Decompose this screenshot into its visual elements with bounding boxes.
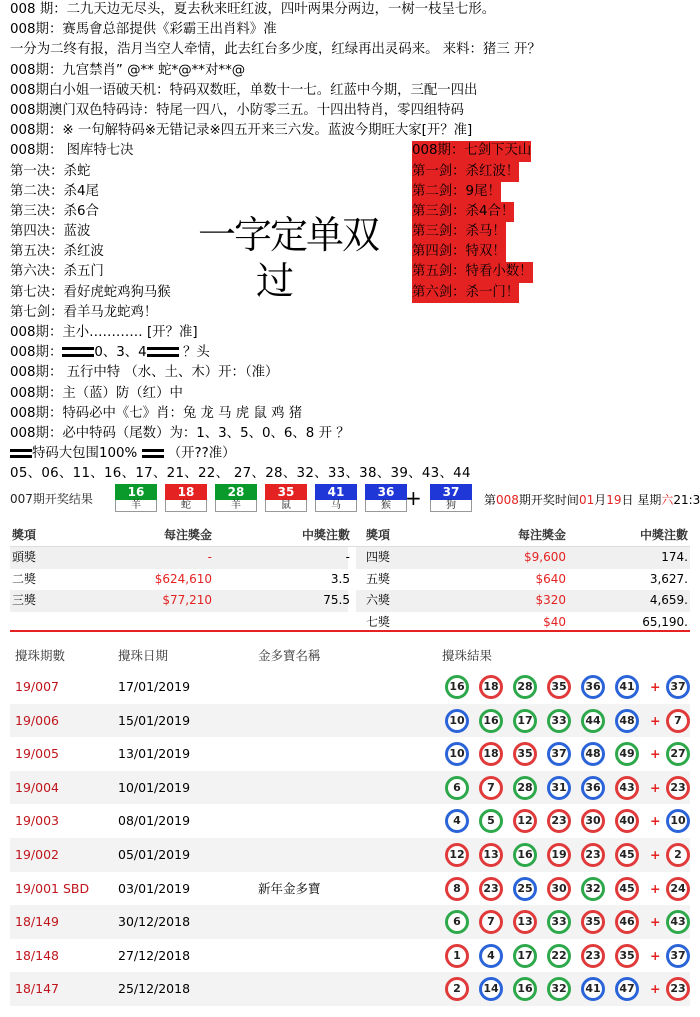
result-ball: 32	[581, 877, 605, 901]
result-ball: 14	[479, 977, 503, 1001]
result-ball: 36	[581, 776, 605, 800]
special-result-ball: 37	[666, 944, 690, 968]
special-result-ball: 37	[666, 675, 690, 699]
row-issue[interactable]: 18/148	[15, 947, 59, 963]
row-issue[interactable]: 19/004	[15, 779, 59, 795]
result-ball: 23	[547, 809, 571, 833]
ball-number: 16	[127, 485, 145, 499]
right-item: 第三剑：杀4合！	[412, 202, 514, 222]
ball-number: 36	[377, 485, 395, 499]
prize-count: 3.5	[330, 571, 350, 586]
result-ball: 49	[615, 742, 639, 766]
right-item: 第二剑：9尾！	[412, 182, 501, 202]
result-ball: 32	[547, 977, 571, 1001]
head-mid: 0、3、4	[94, 345, 147, 361]
left-title: 008期： 图库特七决	[10, 143, 134, 159]
col-item: 獎項	[366, 528, 391, 542]
plus-sign: +	[650, 813, 661, 829]
col-name: 金多寶名稱	[258, 648, 321, 663]
result-ball: 7	[479, 910, 503, 934]
head-prefix: 008期：	[10, 345, 63, 361]
bag-tip	[0, 444, 690, 464]
result-ball: 35	[547, 675, 571, 699]
prize-amount: $9,600	[524, 550, 566, 564]
result-ball: 18	[479, 742, 503, 766]
ball-number: 28	[227, 485, 245, 499]
special-result-ball: 2	[666, 843, 690, 867]
prize-right	[356, 547, 690, 569]
result-ball: 37	[547, 742, 571, 766]
divider	[10, 630, 690, 632]
prize-count: 75.5	[323, 593, 350, 607]
left-item: 第四决：蓝波	[10, 224, 91, 240]
prize-row	[10, 547, 690, 569]
result-ball: 12	[513, 809, 537, 833]
result-ball: 28	[513, 776, 537, 800]
result-ball: 18	[479, 675, 503, 699]
info-text: 期开奖时间	[518, 493, 579, 507]
plus-sign: +	[650, 981, 661, 997]
col-count: 中獎注數	[301, 528, 350, 542]
left-item: 第三决：杀6合	[10, 203, 99, 219]
row-issue[interactable]: 19/007	[15, 679, 59, 694]
ball-zodiac: 羊	[215, 500, 257, 512]
plus-sign: +	[650, 746, 661, 762]
result-ball: 30	[581, 809, 605, 833]
history-row[interactable]	[10, 737, 690, 771]
prize-amount: $640	[535, 571, 566, 586]
result-ball: 4	[479, 944, 503, 968]
result-ball: 16	[479, 709, 503, 733]
result-ball: 40	[615, 809, 639, 833]
prize-left	[10, 547, 348, 569]
result-ball: 47	[615, 977, 639, 1001]
history-row[interactable]	[10, 804, 690, 838]
prize-name: 頭獎	[12, 550, 37, 564]
result-ball: 41	[615, 675, 639, 699]
row-issue[interactable]: 18/147	[15, 981, 59, 997]
prize-count: 3,627.	[649, 571, 688, 586]
history-row[interactable]	[10, 670, 690, 704]
special-result-ball: 10	[666, 809, 690, 833]
draw-ball	[215, 484, 257, 512]
result-ball: 45	[615, 877, 639, 901]
result-ball: 16	[513, 843, 537, 867]
tip-line: 008期：九宫禁肖” @** 蛇*@**对**@	[10, 62, 246, 78]
result-ball: 25	[513, 877, 537, 901]
double-bar-icon	[10, 449, 32, 458]
row-issue[interactable]: 19/005	[15, 746, 59, 762]
row-date: 10/01/2019	[118, 779, 191, 795]
result-ball: 1	[445, 944, 469, 968]
result-ball: 28	[513, 675, 537, 699]
row-date: 30/12/2018	[118, 914, 191, 930]
info-time: 21:3	[673, 493, 700, 507]
right-item: 第五剑：特看小数！	[412, 262, 533, 282]
result-ball: 6	[445, 776, 469, 800]
prize-amount: $77,210	[162, 593, 212, 607]
result-ball: 23	[581, 843, 605, 867]
draw-ball	[165, 484, 207, 512]
bag-suffix: （开??准）	[163, 446, 236, 462]
row-issue[interactable]: 19/003	[15, 813, 59, 829]
col-amount: 每注獎金	[163, 528, 212, 542]
history-row[interactable]	[10, 972, 690, 1006]
result-ball: 33	[547, 910, 571, 934]
history-row[interactable]	[10, 704, 690, 738]
handwritten-tip	[198, 212, 378, 304]
result-ball: 2	[445, 977, 469, 1001]
result-ball: 16	[513, 977, 537, 1001]
prize-row	[10, 569, 690, 591]
right-item: 第三剑：杀马！	[412, 222, 506, 242]
row-date: 15/01/2019	[118, 712, 191, 728]
seven-tips-row	[0, 162, 690, 182]
result-ball: 45	[615, 843, 639, 867]
prize-header	[10, 524, 690, 547]
col-date: 攪珠日期	[118, 648, 169, 663]
col-item: 獎項	[12, 528, 37, 542]
result-ball: 35	[581, 910, 605, 934]
plus-sign: +	[650, 712, 661, 728]
result-ball: 19	[547, 843, 571, 867]
prize-right	[356, 569, 690, 591]
info-weekday: 六	[661, 493, 674, 507]
prize-count: 174.	[661, 550, 688, 564]
special-result-ball: 27	[666, 742, 690, 766]
result-ball: 31	[547, 776, 571, 800]
size-tip: 008期：主小………… [开？准]	[10, 325, 198, 340]
color-tip: 008期：主（蓝）防（红）中	[10, 385, 183, 401]
result-ball: 30	[547, 877, 571, 901]
history-header	[10, 642, 690, 670]
result-ball: 43	[615, 776, 639, 800]
prize-amount: $320	[535, 593, 566, 607]
result-ball: 35	[513, 742, 537, 766]
result-ball: 23	[581, 944, 605, 968]
prize-name: 二獎	[12, 571, 37, 586]
result-ball: 44	[581, 709, 605, 733]
draw-ball	[315, 484, 357, 512]
ball-zodiac: 狗	[430, 500, 472, 512]
result-ball: 13	[513, 910, 537, 934]
history-row[interactable]	[10, 838, 690, 872]
tip-line: 008期白小姐一语破天机：特码双数旺，单数十一七。红蓝中今期，三配一四出	[10, 82, 478, 98]
prize-name: 五獎	[366, 571, 391, 586]
seven-tips-row	[0, 182, 690, 202]
ball-number: 41	[327, 485, 345, 499]
tip-line: 008期：赛馬會总部提供《彩霸王出肖料》准	[10, 22, 277, 38]
ball-zodiac: 猴	[365, 500, 407, 512]
right-item: 第六剑：杀一门！	[412, 283, 519, 303]
result-ball: 41	[581, 977, 605, 1001]
prize-name: 六獎	[366, 593, 391, 607]
left-item: 第一决：杀蛇	[10, 163, 91, 179]
draw-ball	[365, 484, 407, 512]
row-date: 13/01/2019	[118, 746, 191, 762]
ball-zodiac: 马	[315, 500, 357, 512]
left-item: 第五决：杀红波	[10, 244, 104, 260]
prize-table	[10, 524, 690, 633]
history-table	[10, 642, 690, 1006]
bag-mid: 特码大包围100%	[32, 446, 138, 462]
tip-line: 008期：※ 一句解特码※无错记录※四五开来三六发。蓝波今期旺大家[开？准]	[10, 123, 473, 139]
result-ball: 46	[615, 910, 639, 934]
result-ball: 17	[513, 944, 537, 968]
result-ball: 6	[445, 910, 469, 934]
seven-tips-header	[0, 141, 690, 161]
result-ball: 36	[581, 675, 605, 699]
head-tip	[0, 343, 690, 363]
info-text: 月	[594, 493, 607, 507]
special-result-ball: 23	[666, 776, 690, 800]
draw-info	[484, 491, 700, 508]
result-ball: 16	[445, 675, 469, 699]
prize-amount: -	[207, 550, 212, 564]
result-ball: 10	[445, 709, 469, 733]
row-date: 08/01/2019	[118, 813, 191, 829]
left-item: 第七剑：看羊马龙蛇鸡！	[10, 304, 158, 320]
wuxing-tip: 008期： 五行中特 （水、土、木）开：（准）	[10, 365, 279, 381]
left-item: 第六决：杀五门	[10, 264, 104, 280]
handwritten-line-2: 过	[256, 259, 293, 303]
result-ball: 48	[615, 709, 639, 733]
prize-name: 三獎	[12, 593, 37, 607]
tip-line: 008 期：二九天边无尽头，夏去秋来旺红波，四叶两果分两边，一树一枝呈七形。	[10, 2, 496, 17]
prize-count: 65,190.	[642, 614, 688, 629]
prize-right	[356, 590, 690, 612]
row-issue[interactable]: 19/006	[15, 712, 59, 728]
result-ball: 5	[479, 809, 503, 833]
row-date: 27/12/2018	[118, 947, 191, 963]
special-result-ball: 24	[666, 877, 690, 901]
result-ball: 4	[445, 809, 469, 833]
double-bar-icon	[62, 347, 94, 357]
head-suffix: ？头	[178, 345, 210, 361]
row-issue[interactable]: 19/001 SBD	[15, 880, 90, 896]
prize-amount: $40	[543, 614, 566, 629]
history-row[interactable]	[10, 939, 690, 973]
ball-zodiac: 鼠	[265, 500, 307, 512]
ball-number: 18	[177, 485, 195, 499]
info-day: 19	[606, 493, 622, 507]
plus-sign: +	[405, 486, 422, 510]
row-date: 05/01/2019	[118, 846, 191, 862]
draw-result-bar	[0, 484, 700, 516]
prize-row	[10, 590, 690, 612]
handwritten-line-1: 一字定单双	[198, 213, 379, 257]
history-row[interactable]	[10, 872, 690, 906]
history-row[interactable]	[10, 771, 690, 805]
row-name: 新年金多寶	[258, 880, 321, 896]
row-issue[interactable]: 19/002	[15, 846, 59, 862]
result-ball: 8	[445, 877, 469, 901]
info-issue: 008	[496, 493, 519, 507]
draw-ball	[265, 484, 307, 512]
result-ball: 7	[479, 776, 503, 800]
plus-sign: +	[650, 880, 661, 896]
result-ball: 48	[581, 742, 605, 766]
result-ball: 22	[547, 944, 571, 968]
left-item: 第二决：杀4尾	[10, 183, 99, 199]
col-result: 攪珠結果	[442, 648, 493, 663]
result-ball: 12	[445, 843, 469, 867]
draw-label: 007期开奖结果	[10, 492, 93, 506]
info-text: 第	[484, 493, 497, 507]
zodiac-tip: 008期：特码必中《七》肖：兔 龙 马 虎 鼠 鸡 猪	[10, 405, 303, 421]
history-row[interactable]	[10, 905, 690, 939]
result-ball: 10	[445, 742, 469, 766]
plus-sign: +	[650, 947, 661, 963]
col-amount: 每注獎金	[517, 528, 566, 542]
row-date: 17/01/2019	[118, 679, 191, 694]
plus-sign: +	[650, 679, 661, 694]
row-date: 03/01/2019	[118, 880, 191, 896]
result-ball: 13	[479, 843, 503, 867]
double-bar-icon	[147, 347, 179, 357]
result-ball: 33	[547, 709, 571, 733]
info-month: 01	[578, 493, 595, 507]
col-count: 中獎注數	[639, 528, 688, 542]
prize-amount: $624,610	[154, 571, 212, 586]
result-ball: 23	[479, 877, 503, 901]
ball-zodiac: 羊	[115, 500, 157, 512]
plus-sign: +	[650, 914, 661, 930]
tail-tip: 008期：必中特码（尾数）为：1、3、5、0、6、8 开 ？	[10, 425, 350, 441]
plus-sign: +	[650, 846, 661, 862]
special-result-ball: 43	[666, 910, 690, 934]
prize-count: 4,659.	[649, 593, 688, 607]
row-issue[interactable]: 18/149	[15, 914, 59, 930]
double-bar-icon	[142, 449, 164, 458]
special-ball	[430, 484, 472, 512]
tip-line: 一分为二终有报，浩月当空人牵情，此去红台多少度，红绿再出灵码来。 来料：猪三 开？	[10, 42, 541, 58]
prize-name: 七獎	[366, 614, 391, 629]
row-date: 25/12/2018	[118, 981, 191, 997]
number-list: 05、06、11、16、17、21、22、 27、28、32、33、38、39、43、44	[10, 466, 471, 482]
tip-line: 008期澳门双色特码诗：特尾一四八，小防零三五。十四出特肖，零四组特码	[10, 102, 465, 118]
result-ball: 35	[615, 944, 639, 968]
ball-zodiac: 蛇	[165, 500, 207, 512]
prize-name: 四獎	[366, 550, 391, 564]
col-issue: 攪珠期數	[15, 648, 66, 663]
ball-number: 37	[442, 485, 460, 499]
right-item: 第四剑：特双！	[412, 242, 506, 262]
right-item: 第一剑：杀红波！	[412, 162, 519, 182]
left-item: 第七决：看好虎蛇鸡狗马猴	[10, 284, 171, 300]
ball-number: 35	[277, 485, 295, 499]
special-result-ball: 23	[666, 977, 690, 1001]
special-result-ball: 7	[666, 709, 690, 733]
prize-count: -	[345, 550, 350, 564]
plus-sign: +	[650, 779, 661, 795]
right-title: 008期：七剑下天山	[412, 141, 531, 161]
draw-ball	[115, 484, 157, 512]
info-text: 日 星期	[621, 493, 662, 507]
result-ball: 17	[513, 709, 537, 733]
